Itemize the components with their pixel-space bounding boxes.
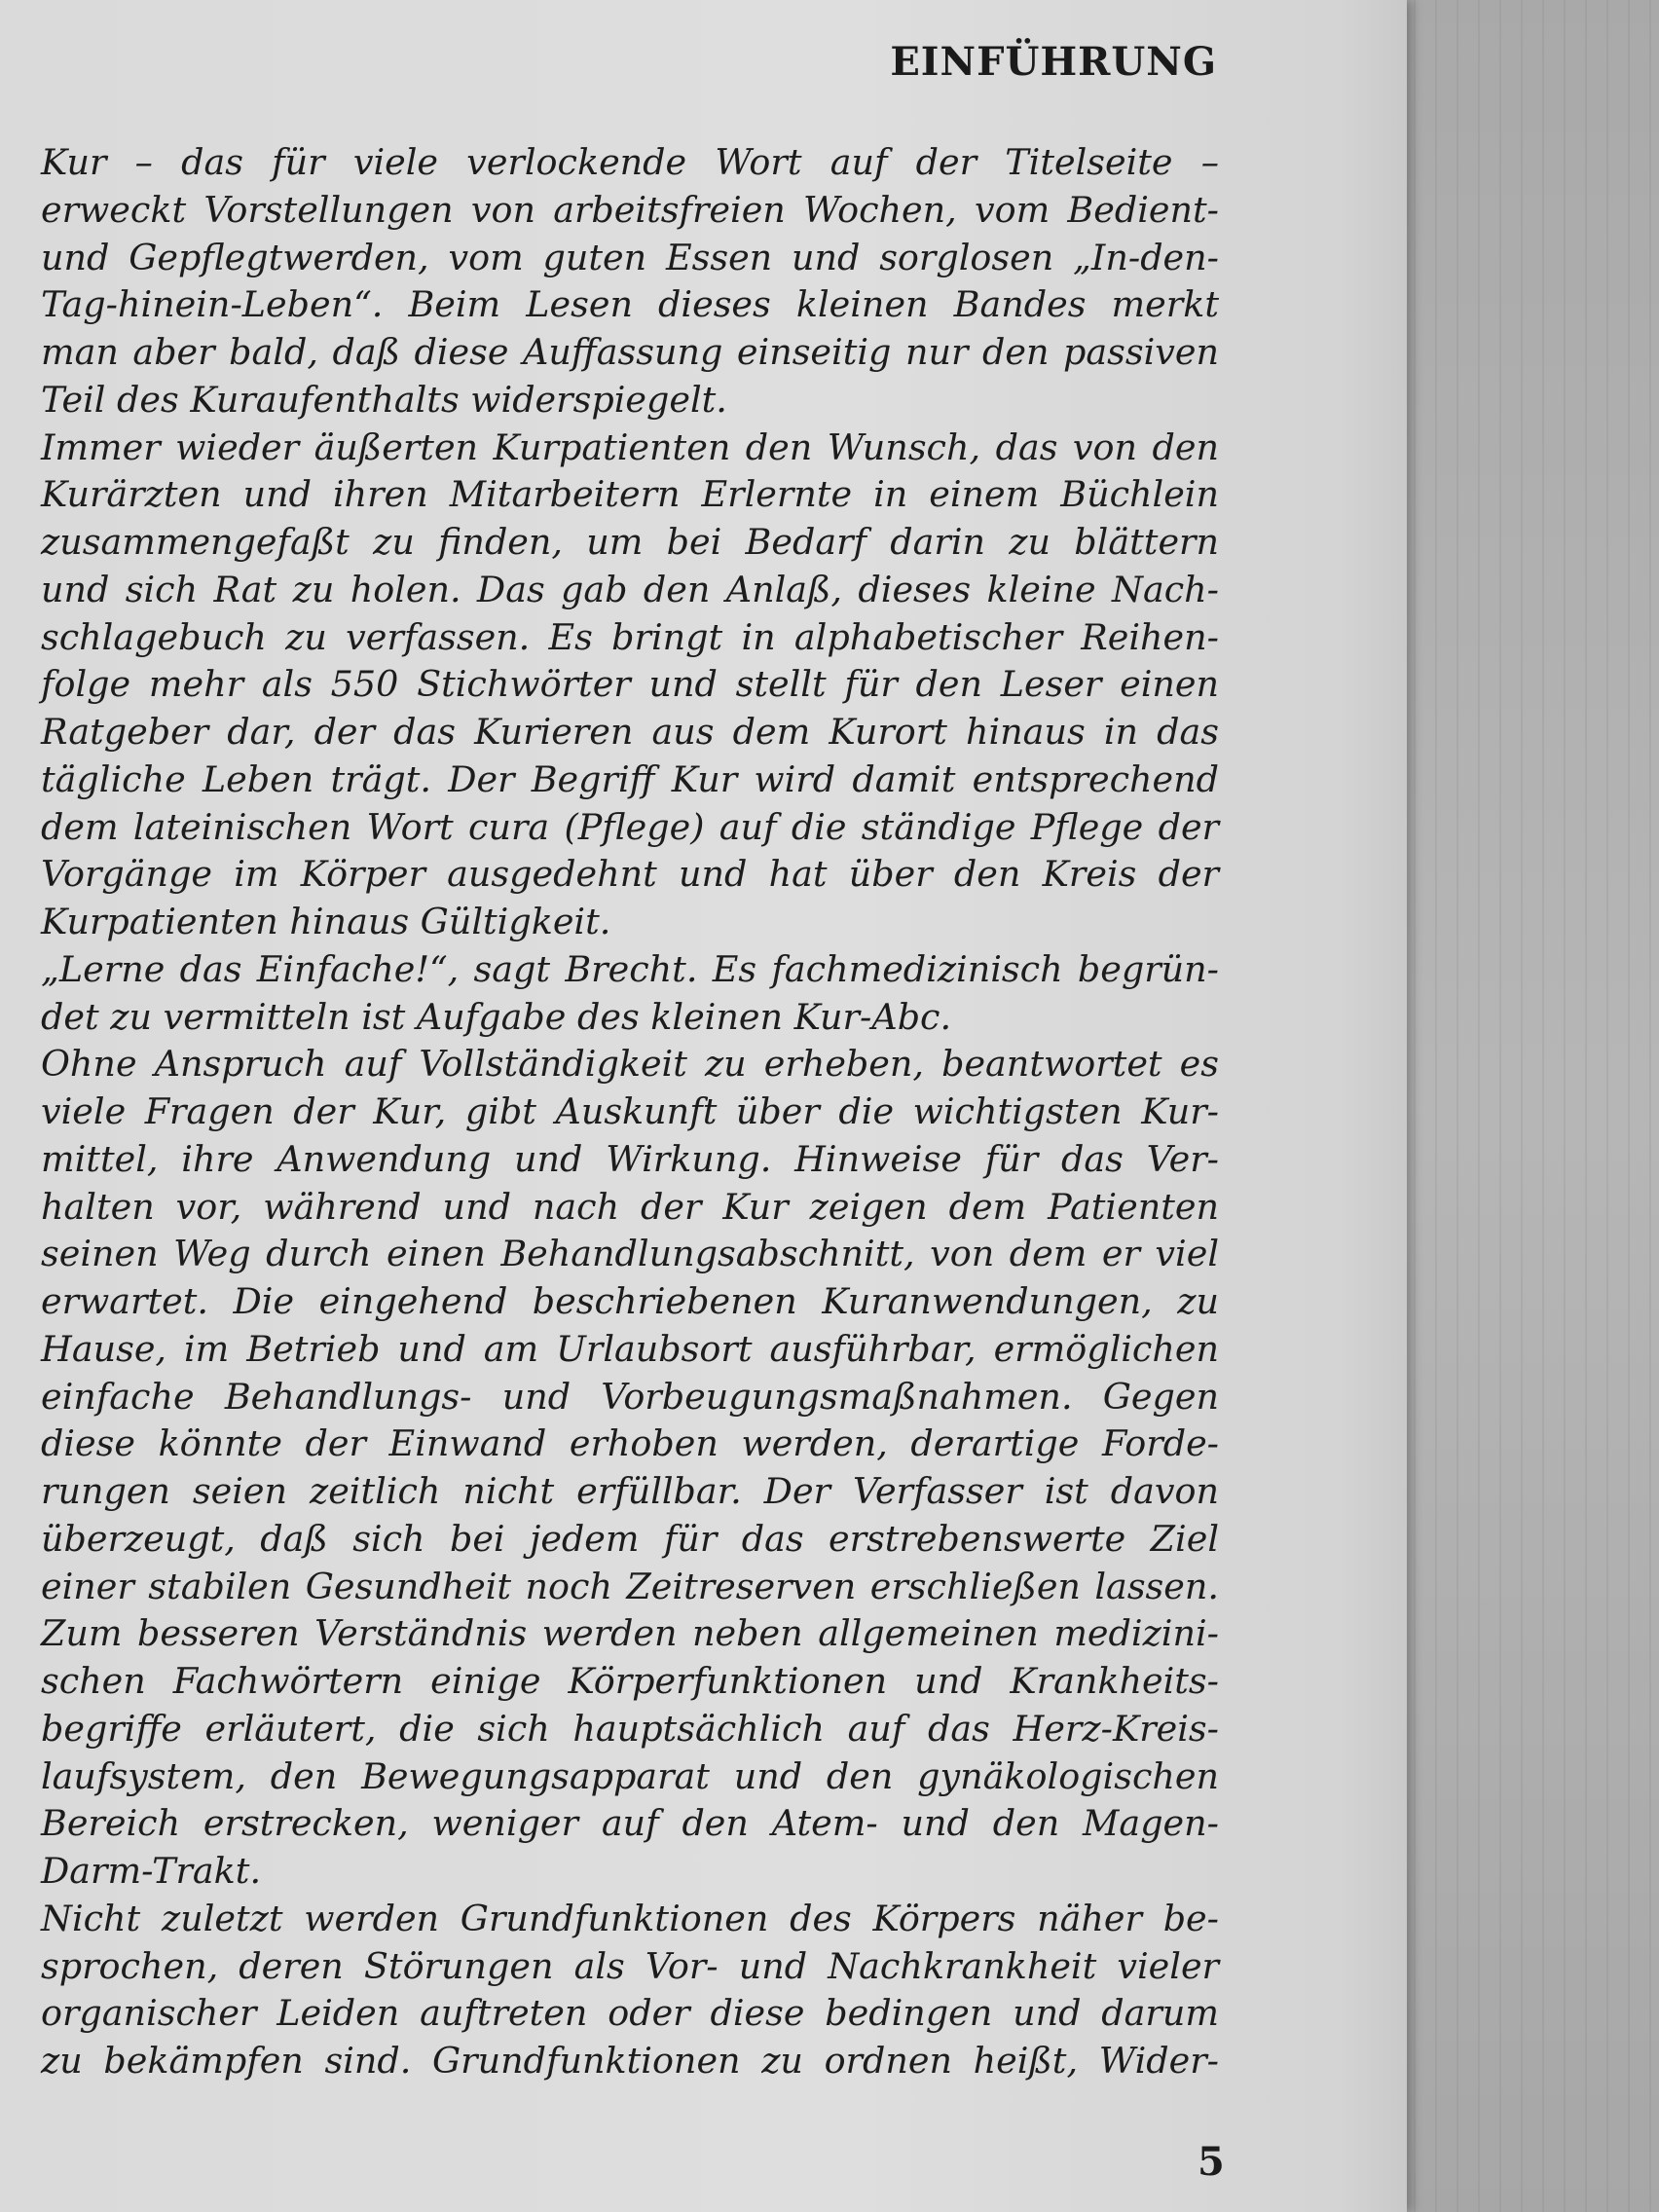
text-line: einer stabilen Gesundheit noch Zeitreserven erschließen lassen. (41, 1565, 1219, 1607)
text-line: einfache Behandlungs- und Vorbeugungsmaßnahmen. Gegen (41, 1375, 1219, 1418)
body-text (41, 139, 1219, 2085)
text-line: und sich Rat zu holen. Das gab den Anlaß, dieses kleine Nach- (41, 568, 1219, 610)
page-number: 5 (1198, 2139, 1225, 2185)
text-line: dem lateinischen Wort cura (Pflege) auf die ständige Pflege der (41, 805, 1219, 848)
text-line: und Gepflegtwerden, vom guten Essen und sorglosen „In-den- (41, 236, 1219, 278)
text-line: Ratgeber dar, der das Kurieren aus dem Kurort hinaus in das (41, 711, 1219, 753)
text-line: Nicht zuletzt werden Grundfunktionen des Körpers näher be- (41, 1897, 1219, 1939)
text-line: laufsystem, den Bewegungsapparat und den gynäkologischen (41, 1754, 1219, 1797)
text-line: Kurärzten und ihren Mitarbeitern Erlernte in einem Büchlein (41, 473, 1219, 516)
text-line: zusammengefaßt zu finden, um bei Bedarf darin zu blättern (41, 521, 1219, 563)
text-line: Hause, im Betrieb und am Urlaubsort ausführbar, ermöglichen (41, 1327, 1219, 1370)
text-line: Zum besseren Verständnis werden neben allgemeinen medizini- (41, 1612, 1219, 1655)
text-line: rungen seien zeitlich nicht erfüllbar. Der Verfasser ist davon (41, 1470, 1219, 1512)
text-line: viele Fragen der Kur, gibt Auskunft über die wichtigsten Kur- (41, 1090, 1219, 1132)
text-line: Bereich erstrecken, weniger auf den Atem- und den Magen- (41, 1802, 1219, 1845)
text-line: det zu vermitteln ist Aufgabe des kleinen Kur-Abc. (41, 995, 952, 1038)
text-line: Tag-hinein-Leben“. Beim Lesen dieses kleinen Bandes merkt (41, 283, 1219, 326)
background-surface (1392, 0, 1659, 2212)
text-line: „Lerne das Einfache!“, sagt Brecht. Es fachmedizinisch begrün- (41, 947, 1219, 990)
text-line: mittel, ihre Anwendung und Wirkung. Hinweise für das Ver- (41, 1137, 1219, 1180)
text-line: folge mehr als 550 Stichwörter und stellt für den Leser einen (41, 663, 1219, 706)
text-line: tägliche Leben trägt. Der Begriff Kur wird damit entsprechend (41, 757, 1219, 800)
text-line: schen Fachwörtern einige Körperfunktionen und Krankheits- (41, 1660, 1219, 1702)
text-line: zu bekämpfen sind. Grundfunktionen zu ordnen heißt, Wider- (41, 2040, 1219, 2082)
text-line: Kurpatienten hinaus Gültigkeit. (41, 901, 611, 942)
text-line: seinen Weg durch einen Behandlungsabschnitt, von dem er viel (41, 1233, 1219, 1275)
text-line: schlagebuch zu verfassen. Es bringt in alphabetischer Reihen- (41, 615, 1219, 658)
text-line: erweckt Vorstellungen von arbeitsfreien Wochen, vom Bedient- (41, 188, 1219, 231)
text-line: begriffe erläutert, die sich hauptsächlich auf das Herz-Kreis- (41, 1707, 1219, 1750)
text-line: Kur – das für viele verlockende Wort auf der Titelseite – (41, 141, 1219, 183)
text-line: diese könnte der Einwand erhoben werden, derartige Forde- (41, 1422, 1219, 1465)
text-line: sprochen, deren Störungen als Vor- und Nachkrankheit vieler (41, 1944, 1219, 1987)
text-line: Darm-Trakt. (41, 1850, 262, 1892)
text-line: Vorgänge im Körper ausgedehnt und hat über den Kreis der (41, 853, 1219, 896)
text-line: überzeugt, daß sich bei jedem für das erstrebenswerte Ziel (41, 1517, 1219, 1560)
text-line: Immer wieder äußerten Kurpatienten den Wunsch, das von den (41, 425, 1219, 468)
text-line: Teil des Kuraufenthalts widerspiegelt. (41, 378, 727, 421)
page-title: EINFÜHRUNG (890, 39, 1217, 85)
text-line: Ohne Anspruch auf Vollständigkeit zu erheben, beantwortet es (41, 1043, 1219, 1086)
text-line: erwartet. Die eingehend beschriebenen Kuranwendungen, zu (41, 1280, 1219, 1322)
text-line: organischer Leiden auftreten oder diese bedingen und darum (41, 1992, 1219, 2035)
text-line: halten vor, während und nach der Kur zeigen dem Patienten (41, 1185, 1219, 1228)
text-line: man aber bald, daß diese Auffassung einseitig nur den passiven (41, 331, 1219, 373)
